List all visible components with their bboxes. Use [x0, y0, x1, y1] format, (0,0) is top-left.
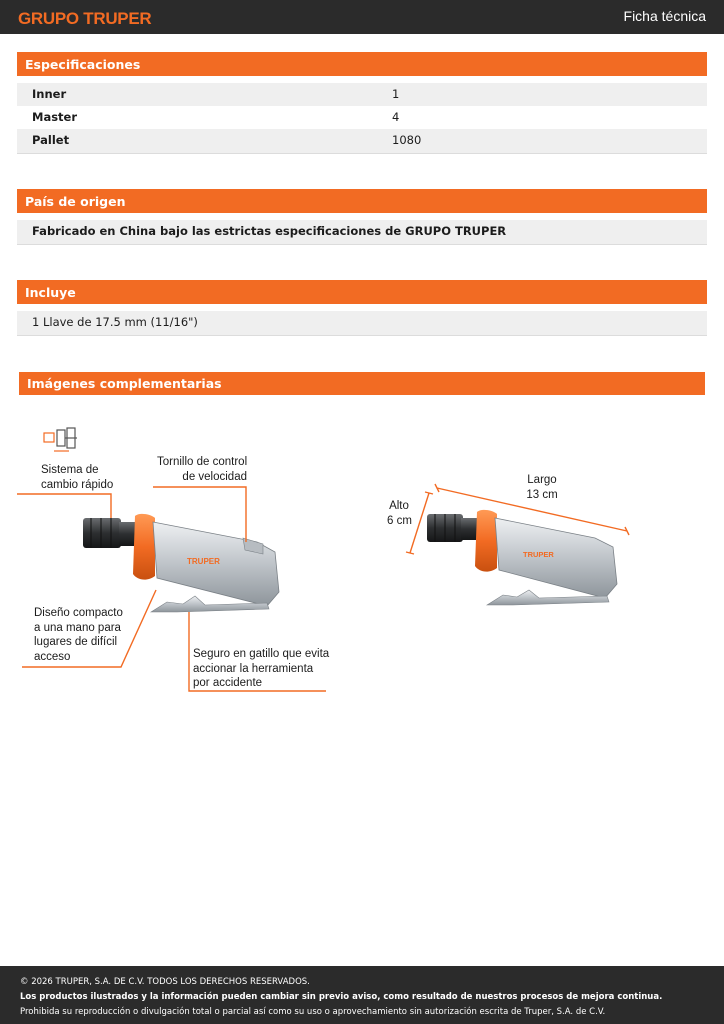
- callout-trigger-lock: [193, 647, 329, 691]
- spec-value: 1: [392, 87, 400, 101]
- spec-row-inner: [17, 83, 707, 106]
- brand-logo: GRUPO TRUPER: [18, 9, 152, 28]
- footer: [0, 966, 724, 1024]
- spec-label: Pallet: [32, 133, 70, 147]
- callout-quick-change-text: Sistema de cambio rápido: [41, 464, 114, 491]
- callout-length-text: Largo 13 cm: [526, 474, 558, 501]
- spec-row-pallet: [17, 129, 707, 154]
- callout-length: [525, 473, 559, 502]
- top-bar: [0, 0, 724, 34]
- origin-section-title: País de origen: [17, 189, 707, 213]
- footer-notice: Los productos ilustrados y la información pueden cambiar sin previo aviso, como resultado de nuestros procesos de mejora continua.: [20, 992, 663, 1002]
- spec-row-master: [17, 106, 707, 129]
- callout-compact-text: Diseño compacto a una mano para lugares de difícil acceso: [34, 607, 123, 663]
- footer-legal: Prohibida su reproducción o divulgación total o parcial así como su uso o aprovechamiento sin autorización escrita de Truper, S.A. de C.V.: [20, 1007, 606, 1017]
- document-type: Ficha técnica: [623, 8, 706, 24]
- callout-compact: [34, 606, 123, 664]
- includes-text: 1 Llave de 17.5 mm (11/16"): [32, 315, 198, 329]
- footer-copyright: © 2026 TRUPER, S.A. DE C.V. TODOS LOS DERECHOS RESERVADOS.: [20, 977, 310, 987]
- callout-height: [387, 499, 411, 528]
- origin-text: Fabricado en China bajo las estrictas especificaciones de GRUPO TRUPER: [32, 224, 507, 238]
- product-figure: [17, 400, 707, 710]
- spec-value: 1080: [392, 133, 422, 147]
- die-grinder-right: [427, 510, 617, 605]
- spec-label: Inner: [32, 87, 67, 101]
- callout-height-text: Alto 6 cm: [387, 500, 412, 527]
- tool-brand-label: TRUPER: [523, 550, 554, 559]
- specs-section-title: Especificaciones: [17, 52, 707, 76]
- callout-speed-screw: [157, 455, 247, 484]
- spec-value: 4: [392, 110, 400, 124]
- includes-section-title: Incluye: [17, 280, 707, 304]
- callout-speed-screw-text: Tornillo de control de velocidad: [157, 456, 248, 483]
- includes-row: [17, 311, 707, 336]
- callout-quick-change: [41, 463, 113, 492]
- quick-change-icon: [44, 428, 77, 451]
- tool-brand-label: TRUPER: [187, 557, 220, 566]
- images-section-title: Imágenes complementarias: [19, 372, 705, 395]
- origin-row: [17, 220, 707, 245]
- callout-trigger-lock-text: Seguro en gatillo que evita accionar la herramienta por accidente: [193, 648, 330, 689]
- die-grinder-left: [83, 514, 279, 612]
- spec-label: Master: [32, 110, 78, 124]
